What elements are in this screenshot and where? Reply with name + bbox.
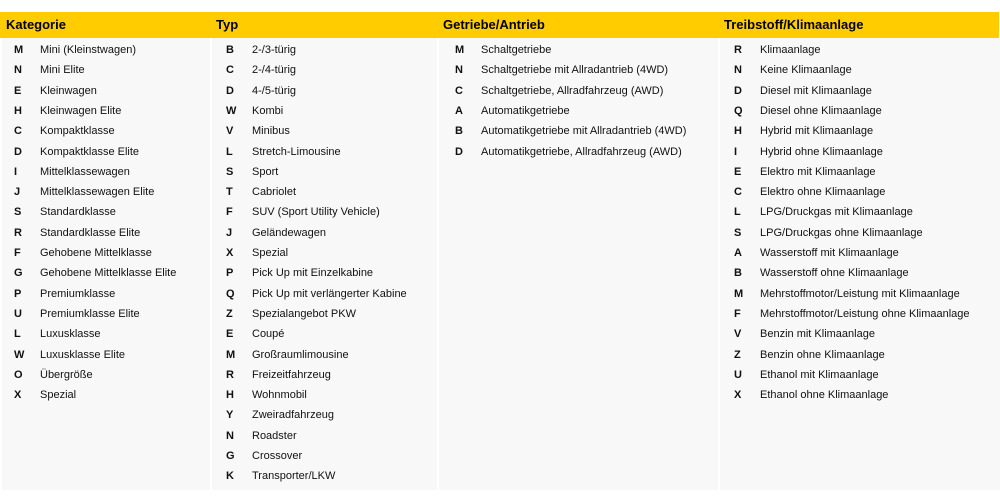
table-row-kategorie — [2, 243, 212, 263]
row-description: Spezial — [40, 389, 77, 402]
header-typ: Typ — [216, 17, 239, 32]
row-description: Cabriolet — [252, 186, 297, 199]
table-row-typ — [212, 365, 439, 385]
row-description: Mittelklassewagen — [40, 165, 130, 178]
table-row-kategorie — [2, 101, 212, 121]
table-row-treibstoff-klimaanlage — [720, 40, 1000, 60]
row-code: H — [734, 125, 742, 138]
row-description: Standardklasse Elite — [40, 226, 141, 239]
row-code: W — [14, 348, 25, 361]
table-row-typ — [212, 202, 439, 222]
row-code: C — [226, 64, 234, 77]
table-row-treibstoff-klimaanlage — [720, 162, 1000, 182]
row-description: Crossover — [252, 450, 303, 462]
row-description: Kompaktklasse — [40, 125, 115, 138]
row-description: Gehobene Mittelklasse — [40, 247, 152, 259]
row-description: Ethanol mit Klimaanlage — [760, 368, 879, 381]
table-row-getriebe-antrieb — [439, 60, 720, 80]
table-row-treibstoff-klimaanlage — [720, 385, 1000, 405]
table-row-typ — [212, 40, 439, 60]
row-description: Elektro mit Klimaanlage — [760, 165, 876, 178]
table-row-typ — [212, 81, 439, 101]
table-row-typ — [212, 182, 439, 202]
row-description: Wasserstoff ohne Klimaanlage — [760, 267, 909, 280]
row-code: C — [14, 125, 22, 138]
row-code: M — [226, 348, 236, 361]
table-row-getriebe-antrieb — [439, 121, 720, 141]
row-description: 2-/4-türig — [252, 64, 297, 77]
table-row-kategorie — [2, 182, 212, 202]
row-description: Schaltgetriebe mit Allradantrieb (4WD) — [481, 64, 669, 77]
row-description: Kleinwagen Elite — [40, 104, 122, 117]
table-row-treibstoff-klimaanlage — [720, 223, 1000, 243]
row-description: Benzin ohne Klimaanlage — [760, 348, 885, 361]
row-code: D — [14, 145, 22, 158]
row-code: L — [14, 328, 21, 341]
column-getriebe-antrieb — [437, 38, 720, 490]
row-code: F — [14, 247, 21, 259]
table-row-typ — [212, 385, 439, 405]
table-row-kategorie — [2, 202, 212, 222]
row-code: N — [734, 64, 742, 77]
table-row-treibstoff-klimaanlage — [720, 142, 1000, 162]
row-description: Stretch-Limousine — [252, 145, 341, 158]
column-treibstoff-klimaanlage — [718, 38, 1000, 490]
row-description: Kompaktklasse Elite — [40, 145, 140, 158]
table-row-kategorie — [2, 162, 212, 182]
row-description: Spezial — [252, 247, 289, 259]
row-description: Schaltgetriebe — [481, 44, 552, 56]
row-description: Diesel mit Klimaanlage — [760, 84, 872, 97]
row-description: Pick Up mit verlängerter Kabine — [252, 287, 407, 300]
column-kategorie — [0, 38, 212, 490]
row-code: S — [226, 165, 234, 178]
row-code: A — [734, 247, 742, 259]
row-code: Q — [226, 287, 235, 300]
header-treibstoff-klimaanlage: Treibstoff/Klimaanlage — [724, 17, 864, 32]
row-description: Ethanol ohne Klimaanlage — [760, 389, 889, 402]
row-description: SUV (Sport Utility Vehicle) — [252, 206, 380, 219]
row-code: C — [455, 84, 463, 97]
row-code: W — [226, 104, 237, 117]
row-description: Luxusklasse Elite — [40, 348, 125, 361]
row-code: M — [14, 44, 24, 56]
row-description: Freizeitfahrzeug — [252, 368, 331, 381]
row-code: X — [14, 389, 22, 402]
table-row-treibstoff-klimaanlage — [720, 182, 1000, 202]
row-code: V — [734, 328, 742, 341]
table-row-getriebe-antrieb — [439, 81, 720, 101]
table-row-treibstoff-klimaanlage — [720, 243, 1000, 263]
row-code: D — [734, 84, 742, 97]
table-row-kategorie — [2, 385, 212, 405]
row-description: Automatikgetriebe — [481, 104, 570, 117]
row-description: Minibus — [252, 125, 290, 138]
row-code: S — [14, 206, 22, 219]
table-row-kategorie — [2, 345, 212, 365]
row-code: Y — [226, 409, 234, 422]
row-description: Standardklasse — [40, 206, 116, 219]
row-code: T — [226, 186, 233, 199]
table-row-typ — [212, 304, 439, 324]
table-row-typ — [212, 60, 439, 80]
row-code: F — [226, 206, 233, 219]
row-code: U — [734, 368, 742, 381]
table-row-typ — [212, 121, 439, 141]
row-code: N — [226, 429, 234, 442]
table-row-getriebe-antrieb — [439, 40, 720, 60]
row-description: Mini Elite — [40, 64, 85, 77]
row-description: Geländewagen — [252, 226, 327, 239]
row-description: Zweiradfahrzeug — [252, 409, 334, 422]
row-code: R — [734, 44, 742, 56]
row-code: U — [14, 307, 22, 320]
row-code: R — [226, 368, 234, 381]
row-description: LPG/Druckgas ohne Klimaanlage — [760, 226, 923, 239]
row-description: Wasserstoff mit Klimaanlage — [760, 247, 899, 259]
row-code: B — [734, 267, 742, 280]
row-description: Diesel ohne Klimaanlage — [760, 104, 882, 117]
table-row-kategorie — [2, 223, 212, 243]
table-row-kategorie — [2, 81, 212, 101]
table-row-typ — [212, 162, 439, 182]
row-code: P — [226, 267, 234, 280]
table-row-typ — [212, 324, 439, 344]
row-code: L — [734, 206, 741, 219]
row-code: H — [14, 104, 22, 117]
table-row-kategorie — [2, 284, 212, 304]
row-code: O — [14, 368, 23, 381]
row-code: M — [734, 287, 744, 300]
row-description: Elektro ohne Klimaanlage — [760, 186, 886, 199]
row-code: J — [14, 186, 21, 199]
row-description: Keine Klimaanlage — [760, 64, 852, 77]
table-row-kategorie — [2, 263, 212, 283]
table-row-treibstoff-klimaanlage — [720, 263, 1000, 283]
row-description: Premiumklasse — [40, 287, 116, 300]
table-row-typ — [212, 426, 439, 446]
table-row-getriebe-antrieb — [439, 101, 720, 121]
table-row-treibstoff-klimaanlage — [720, 60, 1000, 80]
table-row-typ — [212, 446, 439, 466]
row-description: Hybrid mit Klimaanlage — [760, 125, 874, 138]
row-description: Transporter/LKW — [252, 470, 336, 483]
table-row-treibstoff-klimaanlage — [720, 304, 1000, 324]
row-description: 4-/5-türig — [252, 84, 297, 97]
row-description: Automatikgetriebe, Allradfahrzeug (AWD) — [481, 145, 682, 158]
table-row-treibstoff-klimaanlage — [720, 202, 1000, 222]
table-row-kategorie — [2, 365, 212, 385]
row-code: J — [226, 226, 233, 239]
row-code: N — [14, 64, 22, 77]
table-row-treibstoff-klimaanlage — [720, 324, 1000, 344]
row-code: G — [14, 267, 23, 280]
table-row-treibstoff-klimaanlage — [720, 121, 1000, 141]
row-description: Kombi — [252, 104, 284, 117]
row-description: Automatikgetriebe mit Allradantrieb (4WD) — [481, 125, 687, 138]
row-code: D — [455, 145, 463, 158]
row-description: Gehobene Mittelklasse Elite — [40, 267, 177, 280]
table-row-treibstoff-klimaanlage — [720, 345, 1000, 365]
row-description: Klimaanlage — [760, 44, 821, 56]
row-description: Großraumlimousine — [252, 348, 349, 361]
row-code: X — [734, 389, 742, 402]
table-row-typ — [212, 345, 439, 365]
table-row-kategorie — [2, 60, 212, 80]
row-code: I — [14, 165, 18, 178]
row-description: Mehrstoffmotor/Leistung ohne Klimaanlage — [760, 307, 970, 320]
row-description: Spezialangebot PKW — [252, 307, 356, 320]
table-row-getriebe-antrieb — [439, 142, 720, 162]
row-description: LPG/Druckgas mit Klimaanlage — [760, 206, 913, 219]
row-code: Q — [734, 104, 743, 117]
row-code: B — [455, 125, 463, 138]
table-row-typ — [212, 284, 439, 304]
row-code: E — [14, 84, 22, 97]
row-code: F — [734, 307, 741, 320]
table-row-typ — [212, 142, 439, 162]
table-row-typ — [212, 405, 439, 425]
row-code: D — [226, 84, 234, 97]
table-row-kategorie — [2, 121, 212, 141]
row-description: Übergröße — [40, 368, 93, 381]
table-row-typ — [212, 223, 439, 243]
row-code: I — [734, 145, 738, 158]
row-code: X — [226, 247, 234, 259]
row-code: E — [734, 165, 742, 178]
table-row-kategorie — [2, 40, 212, 60]
row-code: K — [226, 470, 234, 483]
row-code: R — [14, 226, 22, 239]
row-description: Luxusklasse — [40, 328, 101, 341]
row-code: V — [226, 125, 234, 138]
table-row-kategorie — [2, 142, 212, 162]
column-typ — [210, 38, 439, 490]
table-row-treibstoff-klimaanlage — [720, 101, 1000, 121]
row-description: Wohnmobil — [252, 389, 307, 402]
row-description: Mini (Kleinstwagen) — [40, 44, 136, 56]
row-code: G — [226, 450, 235, 462]
row-description: Sport — [252, 165, 279, 178]
row-description: Kleinwagen — [40, 84, 97, 97]
row-code: Z — [226, 307, 233, 320]
row-code: S — [734, 226, 742, 239]
table-row-treibstoff-klimaanlage — [720, 365, 1000, 385]
row-description: Roadster — [252, 429, 297, 442]
row-code: B — [226, 44, 234, 56]
table-row-treibstoff-klimaanlage — [720, 284, 1000, 304]
row-description: 2-/3-türig — [252, 44, 297, 56]
table-row-kategorie — [2, 304, 212, 324]
row-code: A — [455, 104, 463, 117]
table-row-typ — [212, 101, 439, 121]
row-code: C — [734, 186, 742, 199]
row-description: Premiumklasse Elite — [40, 307, 140, 320]
row-description: Coupé — [252, 328, 285, 341]
row-code: M — [455, 44, 465, 56]
row-code: H — [226, 389, 234, 402]
row-code: L — [226, 145, 233, 158]
row-code: Z — [734, 348, 741, 361]
header-getriebe-antrieb: Getriebe/Antrieb — [443, 17, 545, 32]
row-description: Mehrstoffmotor/Leistung mit Klimaanlage — [760, 287, 960, 300]
header-kategorie: Kategorie — [6, 17, 66, 32]
table-row-treibstoff-klimaanlage — [720, 81, 1000, 101]
table-row-typ — [212, 263, 439, 283]
row-description: Schaltgetriebe, Allradfahrzeug (AWD) — [481, 84, 664, 97]
table-header — [0, 12, 999, 38]
row-code: E — [226, 328, 234, 341]
row-description: Mittelklassewagen Elite — [40, 186, 155, 199]
row-code: P — [14, 287, 22, 300]
row-description: Hybrid ohne Klimaanlage — [760, 145, 883, 158]
row-description: Pick Up mit Einzelkabine — [252, 267, 374, 280]
row-code: N — [455, 64, 463, 77]
table-row-typ — [212, 466, 439, 486]
table-row-kategorie — [2, 324, 212, 344]
table-row-typ — [212, 243, 439, 263]
row-description: Benzin mit Klimaanlage — [760, 328, 875, 341]
